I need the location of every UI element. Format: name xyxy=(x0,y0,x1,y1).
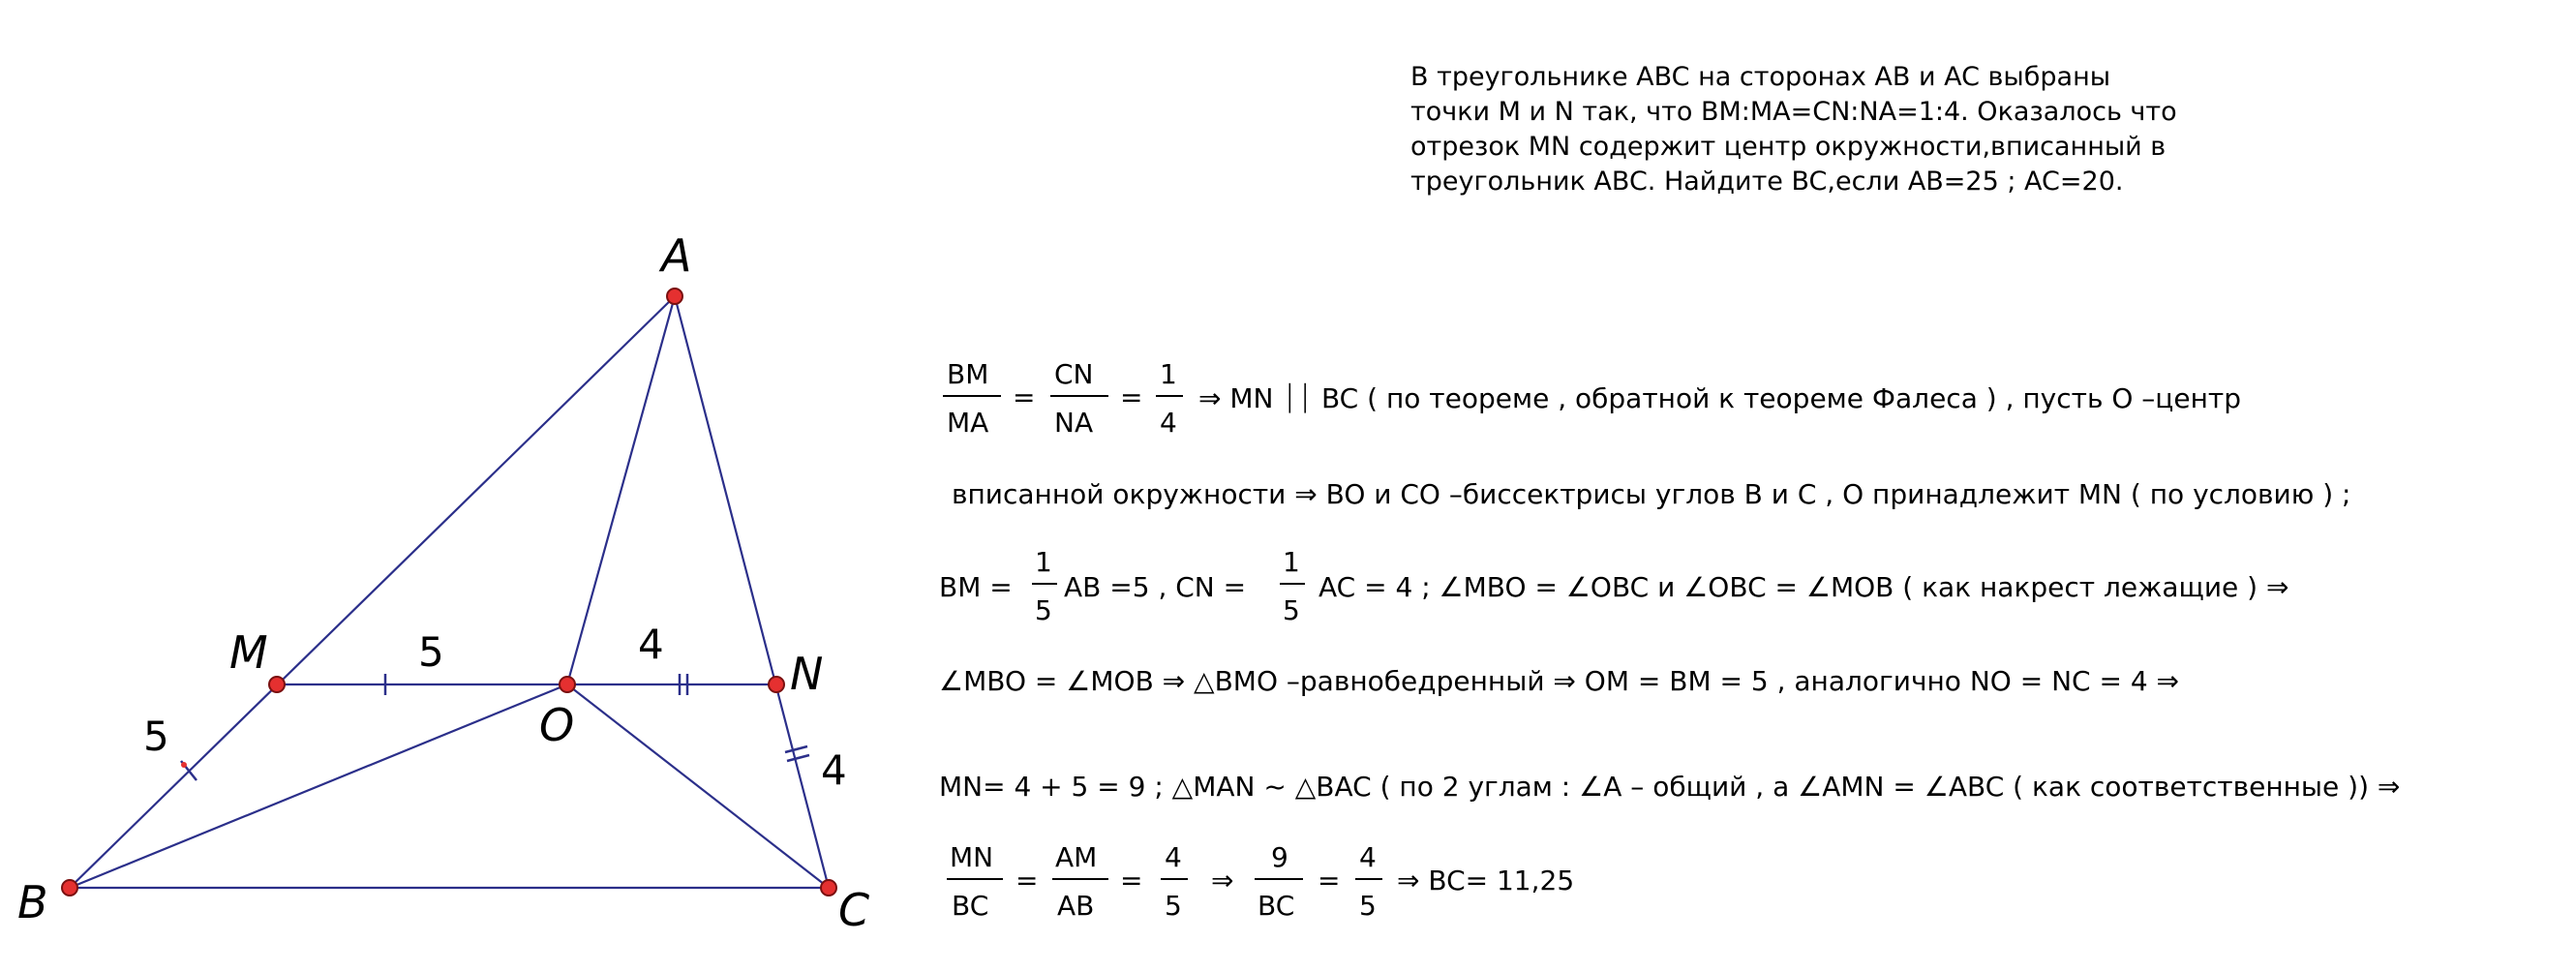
length-nc: 4 xyxy=(821,746,847,794)
label-a: A xyxy=(661,229,692,282)
label-m: M xyxy=(229,626,268,679)
solution-row-3 xyxy=(939,546,2288,626)
fraction-denominator: BC xyxy=(952,890,989,922)
solution-row-2: вписанной окружности ⇒ BO и CO –биссектрисы углов B и C , O принадлежит MN ( по условию ) ; xyxy=(952,478,2351,510)
fraction-numerator: 9 xyxy=(1271,841,1288,873)
tick-mark-nc xyxy=(787,755,809,761)
fraction-denominator: NA xyxy=(1054,407,1094,439)
fraction-denominator: 5 xyxy=(1359,890,1377,922)
side-ac xyxy=(675,296,829,888)
segment-co xyxy=(567,684,829,888)
label-n: N xyxy=(790,648,824,700)
equals-sign: = xyxy=(1120,865,1143,896)
solution-text: ⇒ MN ⏐⏐ BC ( по теореме , обратной к теореме Фалеса ) , пусть O –центр xyxy=(1198,382,2241,414)
fraction-numerator: 4 xyxy=(1165,841,1182,873)
fraction-numerator: 1 xyxy=(1035,546,1052,578)
point-b xyxy=(62,880,77,896)
fraction-denominator: BC xyxy=(1258,890,1295,922)
equals-sign: = xyxy=(1120,381,1143,413)
solution-text: AC = 4 ; ∠MBO = ∠OBC и ∠OBC = ∠MOB ( как накрест лежащие ) ⇒ xyxy=(1318,571,2289,603)
point-n xyxy=(769,677,784,692)
fraction-denominator: 4 xyxy=(1160,407,1177,439)
small-marker xyxy=(181,762,187,768)
problem-line: точки M и N так, что BM:MA=CN:NA=1:4. Оказалось что xyxy=(1410,97,2177,127)
side-ab xyxy=(70,296,675,888)
label-o: O xyxy=(539,699,575,751)
geometry-figure xyxy=(70,296,829,888)
point-m xyxy=(269,677,285,692)
solution-row-4: ∠MBO = ∠MOB ⇒ △BMO –равнобедренный ⇒ OM = BM = 5 , аналогично NO = NC = 4 ⇒ xyxy=(939,665,2180,697)
label-b: B xyxy=(17,876,48,928)
fraction-numerator: BM xyxy=(947,358,989,390)
problem-line: В треугольнике ABC на сторонах AB и AC выбраны xyxy=(1410,62,2111,92)
solution-row-1 xyxy=(943,358,2241,439)
length-mo: 5 xyxy=(418,628,444,676)
problem-line: треугольник ABC. Найдите BC,если AB=25 ; AC=20. xyxy=(1410,167,2124,197)
fraction-denominator: AB xyxy=(1057,890,1095,922)
fraction-denominator: 5 xyxy=(1035,594,1052,626)
solution-text: BM = xyxy=(939,571,1013,603)
equals-sign: = xyxy=(1318,865,1341,896)
fraction-numerator: MN xyxy=(950,841,994,873)
fraction-numerator: CN xyxy=(1054,358,1094,390)
fraction-denominator: MA xyxy=(947,407,989,439)
fraction-numerator: 4 xyxy=(1359,841,1377,873)
fraction-numerator: 1 xyxy=(1160,358,1177,390)
point-c xyxy=(821,880,836,896)
fraction-numerator: 1 xyxy=(1283,546,1300,578)
arrow: ⇒ xyxy=(1211,865,1234,896)
solution-row-6 xyxy=(947,841,1574,922)
equals-sign: = xyxy=(1013,381,1036,413)
point-o xyxy=(560,677,575,692)
solution-text: AB =5 , CN = xyxy=(1064,571,1247,603)
label-c: C xyxy=(838,884,870,936)
equals-sign: = xyxy=(1015,865,1039,896)
fraction-denominator: 5 xyxy=(1283,594,1300,626)
solution-row-5: MN= 4 + 5 = 9 ; △MAN ~ △BAC ( по 2 углам : ∠A – общий , а ∠AMN = ∠ABC ( как соответственные )) ⇒ xyxy=(939,771,2401,803)
problem-line: отрезок MN содержит центр окружности,вписанный в xyxy=(1410,132,2167,162)
fraction-denominator: 5 xyxy=(1165,890,1182,922)
tick-mark-nc xyxy=(785,746,807,752)
fraction-numerator: AM xyxy=(1055,841,1098,873)
point-a xyxy=(667,289,682,304)
length-bm: 5 xyxy=(143,713,169,760)
answer: ⇒ BC= 11,25 xyxy=(1397,865,1575,896)
length-on: 4 xyxy=(638,621,664,668)
